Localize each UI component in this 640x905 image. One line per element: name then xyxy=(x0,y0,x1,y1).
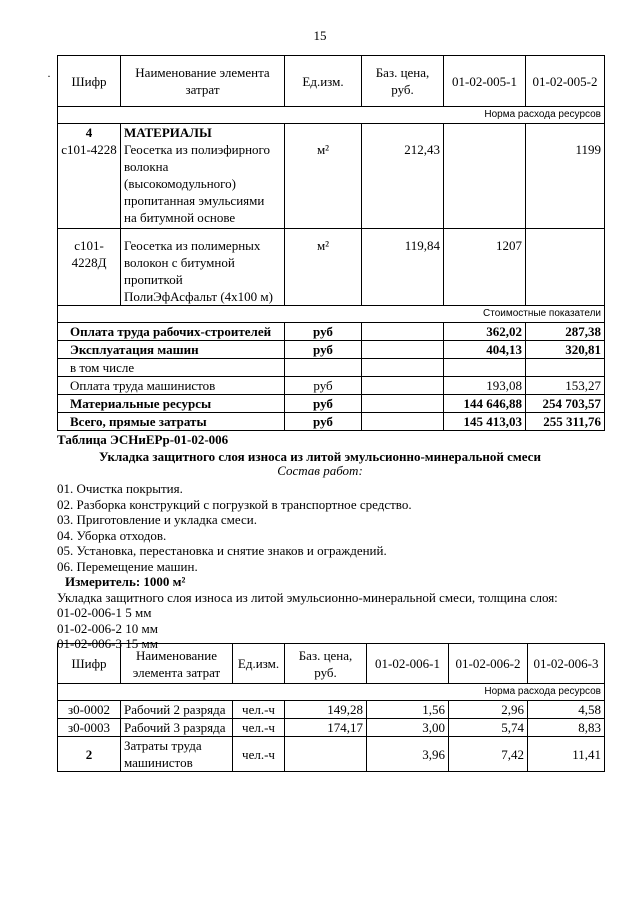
header-col1: 01-02-006-1 xyxy=(367,644,449,684)
row-name-line: на битумной основе xyxy=(124,210,236,225)
row-unit: чел.-ч xyxy=(233,719,285,737)
cost-value-1: 193,08 xyxy=(444,377,526,395)
norm-row xyxy=(58,684,605,701)
cost-unit: руб xyxy=(285,395,362,413)
cost-row xyxy=(58,395,605,413)
list-item: 03. Приготовление и укладка смеси. xyxy=(57,512,257,527)
row-value-2: 5,74 xyxy=(449,719,528,737)
row-unit: м² xyxy=(285,124,362,229)
header-code: Шифр xyxy=(58,644,121,684)
cost-value-2: 255 311,76 xyxy=(526,413,605,431)
header-price: Баз. цена, руб. xyxy=(362,56,444,107)
cost-name: Всего, прямые затраты xyxy=(58,413,285,431)
table-row xyxy=(58,719,605,737)
row-value-2 xyxy=(526,229,605,306)
header-code: Шифр xyxy=(58,56,121,107)
row-code-line: 4228Д xyxy=(71,255,107,270)
row-name: Рабочий 2 разряда xyxy=(121,701,233,719)
row-name: Рабочий 3 разряда xyxy=(121,719,233,737)
table-header-row xyxy=(58,644,605,684)
meter: Измеритель: 1000 м² xyxy=(65,574,186,589)
row-value-3: 11,41 xyxy=(528,737,605,772)
header-price: Баз. цена, руб. xyxy=(285,644,367,684)
header-col2: 01-02-006-2 xyxy=(449,644,528,684)
margin-dot: · xyxy=(47,69,51,83)
variant: 01-02-006-2 10 мм xyxy=(57,620,158,636)
cost-label-row xyxy=(58,306,605,323)
row-value-2: 2,96 xyxy=(449,701,528,719)
header-unit: Ед.изм. xyxy=(285,56,362,107)
section-title: МАТЕРИАЛЫ xyxy=(124,125,212,140)
row-value-3: 8,83 xyxy=(528,719,605,737)
table-title: Таблица ЭСНиЕРр-01-02-006 xyxy=(57,432,229,447)
row-code: з0-0002 xyxy=(58,701,121,719)
variant: 01-02-006-1 5 мм xyxy=(57,605,152,620)
cost-label: Стоимостные показатели xyxy=(58,306,605,323)
cost-value-1: 144 646,88 xyxy=(444,395,526,413)
row-value-1: 3,96 xyxy=(367,737,449,772)
row-name-line: Затраты труда xyxy=(124,738,202,753)
cost-name: Оплата труда рабочих-строителей xyxy=(58,323,285,341)
cost-name: Материальные ресурсы xyxy=(58,395,285,413)
row-price xyxy=(285,737,367,772)
works-subtitle: Состав работ: xyxy=(277,463,363,478)
row-value-3: 4,58 xyxy=(528,701,605,719)
row-code-line: с101- xyxy=(74,238,104,253)
table-row xyxy=(58,124,605,229)
list-item: 05. Установка, перестановка и снятие знаков и ограждений. xyxy=(57,543,387,558)
row-value-2: 1199 xyxy=(526,124,605,229)
cost-value-2: 320,81 xyxy=(526,341,605,359)
row-name-line: волокон с битумной xyxy=(124,255,235,270)
cost-name: Оплата труда машинистов xyxy=(58,377,285,395)
cost-row xyxy=(58,341,605,359)
cost-value-2: 287,38 xyxy=(526,323,605,341)
header-col1: 01-02-005-1 xyxy=(444,56,526,107)
row-name-line: ПолиЭфАсфальт (4х100 м) xyxy=(124,289,273,304)
cost-name: Эксплуатация машин xyxy=(58,341,285,359)
list-item: 01. Очистка покрытия. xyxy=(57,481,183,496)
row-value-1: 1,56 xyxy=(367,701,449,719)
cost-unit: руб xyxy=(285,377,362,395)
row-price: 149,28 xyxy=(285,701,367,719)
table-row xyxy=(58,229,605,306)
section-title: Укладка защитного слоя износа из литой эмульсионно-минеральной смеси xyxy=(99,449,541,464)
table-row xyxy=(58,701,605,719)
cost-value-2: 254 703,57 xyxy=(526,395,605,413)
row-code: 2 xyxy=(58,737,121,772)
cost-value-1: 362,02 xyxy=(444,323,526,341)
works-list xyxy=(57,481,617,652)
cost-row xyxy=(58,377,605,395)
row-name-line: пропиткой xyxy=(124,272,183,287)
variant: 01-02-006-3 15 мм xyxy=(57,636,158,651)
cost-unit: руб xyxy=(285,323,362,341)
row-unit: чел.-ч xyxy=(233,737,285,772)
row-value-1 xyxy=(444,124,526,229)
resource-table-005 xyxy=(57,55,605,431)
resource-table-006 xyxy=(57,643,605,772)
row-name-line: (высокомодульного) xyxy=(124,176,236,191)
cost-value-1: 404,13 xyxy=(444,341,526,359)
table-header-row xyxy=(58,56,605,107)
row-name-line: Геосетка из полимерных xyxy=(124,238,261,253)
list-item: 06. Перемещение машин. xyxy=(57,558,198,574)
row-code: з0-0003 xyxy=(58,719,121,737)
row-value-2: 7,42 xyxy=(449,737,528,772)
cost-row xyxy=(58,413,605,431)
list-item: 02. Разборка конструкций с погрузкой в транспортное средство. xyxy=(57,496,412,512)
section-code: 4 xyxy=(85,125,93,140)
cost-unit: руб xyxy=(285,341,362,359)
page-number: 15 xyxy=(313,28,327,43)
header-name: Наименование элемента затрат xyxy=(121,56,285,107)
row-name-line: пропитанная эмульсиями xyxy=(124,193,265,208)
row-price: 212,43 xyxy=(362,124,444,229)
header-col3: 01-02-006-3 xyxy=(528,644,605,684)
row-value-1: 3,00 xyxy=(367,719,449,737)
row-price: 174,17 xyxy=(285,719,367,737)
cost-row xyxy=(58,359,605,377)
list-item: 04. Уборка отходов. xyxy=(57,527,167,543)
cost-value-2: 153,27 xyxy=(526,377,605,395)
cost-row xyxy=(58,323,605,341)
row-value-1: 1207 xyxy=(444,229,526,306)
norm-label: Норма расхода ресурсов xyxy=(58,684,605,701)
cost-value-1: 145 413,03 xyxy=(444,413,526,431)
header-col2: 01-02-005-2 xyxy=(526,56,605,107)
row-name-line: волокна xyxy=(124,159,169,174)
row-name-line: Геосетка из полиэфирного xyxy=(124,142,271,157)
cost-name: в том числе xyxy=(58,359,285,377)
row-unit: чел.-ч xyxy=(233,701,285,719)
header-unit: Ед.изм. xyxy=(233,644,285,684)
row-price: 119,84 xyxy=(362,229,444,306)
row-code: с101-4228 xyxy=(61,142,117,157)
row-name-line: машинистов xyxy=(124,755,193,770)
row-unit: м² xyxy=(285,229,362,306)
header-name: Наименование элемента затрат xyxy=(121,644,233,684)
table-row xyxy=(58,737,605,772)
norm-label: Норма расхода ресурсов xyxy=(58,107,605,124)
description: Укладка защитного слоя износа из литой эмульсионно-минеральной смеси, толщина слоя: xyxy=(57,589,558,605)
norm-row xyxy=(58,107,605,124)
cost-unit: руб xyxy=(285,413,362,431)
